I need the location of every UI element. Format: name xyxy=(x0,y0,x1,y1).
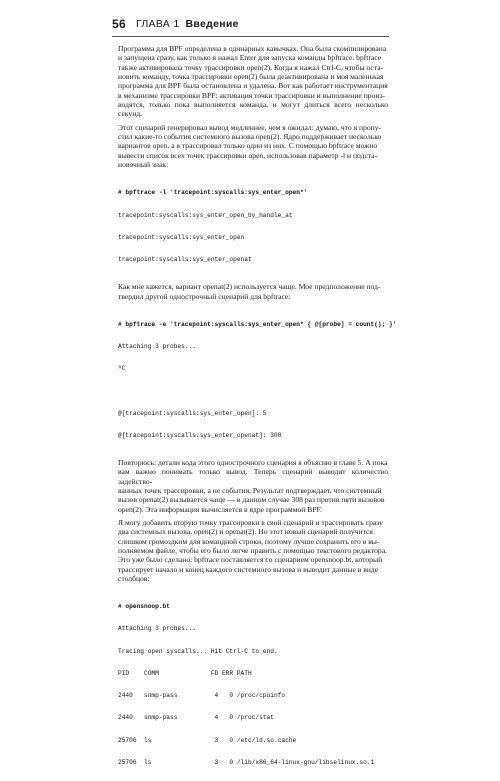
page-body xyxy=(118,40,397,781)
code-line: @[tracepoint:syscalls:sys_enter_open]: 5 xyxy=(118,409,267,417)
code-line: tracepoint:syscalls:sys_enter_openat xyxy=(118,255,252,263)
code-line: PID COMM FD ERR PATH xyxy=(118,669,252,677)
code-line: 25706 ls 3 0 /etc/ld.so.cache xyxy=(118,736,297,744)
chapter-title: Введение xyxy=(185,18,239,30)
code-block xyxy=(118,174,388,278)
code-line: 2440 snmp-pass 4 0 /proc/stat xyxy=(118,714,274,722)
code-line: tracepoint:syscalls:sys_enter_open_by_handle_at xyxy=(118,211,293,219)
code-command: # bpftrace -e 'tracepoint:syscalls:sys_enter_open* { @[probe] = count(); }' xyxy=(118,320,397,328)
page-number: 56 xyxy=(112,17,126,31)
code-command: # bpftrace -l 'tracepoint:syscalls:sys_enter_open*' xyxy=(118,189,308,197)
code-command: # opensnoop.bt xyxy=(118,603,170,611)
code-line: ^C xyxy=(118,365,126,373)
paragraph: Повторюсь: детали кода этого однострочного сценария я объясню в главе 5. А пока вам важно понимать только вывод. Теперь сценарий выводит количество задейство- ванных точек трассировки, а не события. Результат подтверждает, что системный вызов openat(2) вызывается чаще — в данном случае 308 раз против пяти вызовов open(2). Эта информация вычисляется в ядре программой BPF. xyxy=(118,457,388,514)
chapter-label: ГЛАВА 1 xyxy=(135,18,180,30)
paragraph: Как мне кажется, вариант openat(2) используется чаще. Мое предположение под- твердил другой однострочный сценарий для bpftrace: xyxy=(118,282,381,301)
paragraph: Программа для BPF определена в одинарных кавычках. Она была скомпилирована и запущена сразу, как только я нажал Enter для запуска команды bpftrace. bpftrace также активировала точку трассировки open(2). Когда я нажал Ctrl-C, чтобы оста- новить команду, точка трассировки open(2) была деактивирована и моя маленькая программа для BPF была остановлена и удалена. Вот как работает инструментация в механизме трассировки BPF: активация точки трассировки и выполнение произ- водятся, только пока выполняется команда, и могут длиться всего несколько секунд. xyxy=(118,44,388,119)
paragraph: Я могу добавить вторую точку трассировки в свой сценарий и трассировать сразу два системных вызова, open(2) и openat(2). Но этот новый сценарий получится слишком громоздким для командной строки, поэтому лучше сохранить его в вы- полняемом файле, чтобы его было легче править с помощью текстового редактора. Это уже было сделано: bpftrace поставляется со сценарием opensnoop.bt, который трассирует начало и конец каждого системного вызова и выводит данные в виде столбцов: xyxy=(118,518,387,584)
code-line xyxy=(118,387,388,394)
code-line: 2440 snmp-pass 4 0 /proc/cpuinfo xyxy=(118,692,286,700)
paragraph: Этот сценарий генерировал вывод медленнее, чем я ожидал: думаю, что я пропу- стил какие-то события системного вызова open(2). Ядро поддерживает несколько вариантов open, а я трассировал только один из них. С помощью bpftrace можно вывести список всех точек трассировки open, использовав параметр -l и подста- новочный знак: xyxy=(118,122,382,170)
running-header xyxy=(112,16,412,32)
code-line: 25706 ls 3 0 /lib/x86_64-linux-gnu/libselinux.so.1 xyxy=(118,758,375,766)
code-line: @[tracepoint:syscalls:sys_enter_openat]: 308 xyxy=(118,431,282,439)
code-line: tracepoint:syscalls:sys_enter_open xyxy=(118,233,245,241)
code-line: Attaching 3 probes... xyxy=(118,342,196,350)
code-block xyxy=(118,306,397,454)
header-rule xyxy=(112,36,389,37)
code-block xyxy=(118,588,388,781)
code-line: Attaching 3 probes... xyxy=(118,625,196,633)
code-line: Tracing open syscalls... Hit Ctrl-C to end. xyxy=(118,647,278,655)
